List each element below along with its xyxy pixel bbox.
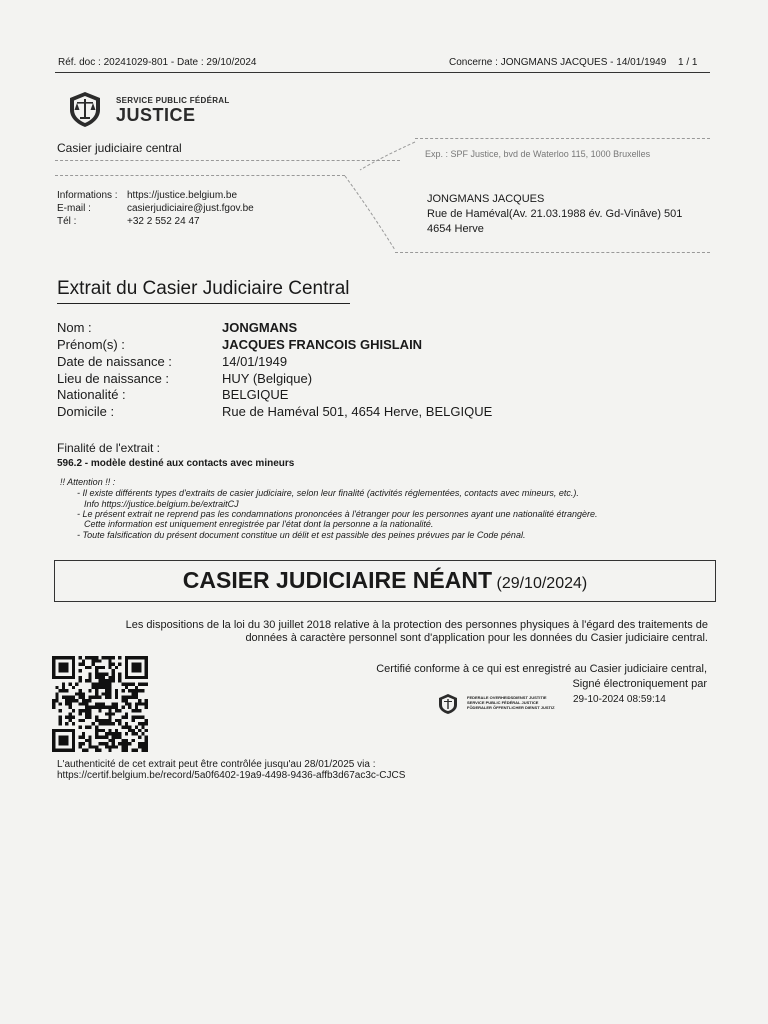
logo-subtitle: SERVICE PUBLIC FÉDÉRAL [116,96,230,105]
identity-label: Prénom(s) : [57,337,125,352]
attention-line: - Le présent extrait ne reprend pas les condamnations prononcées à l'étranger pour les personnes ayant une nationalité étrangère. [77,509,598,519]
authenticity-link[interactable]: https://certif.belgium.be/record/5a0f6402-19a9-4498-9436-affb3d67ac3c-CJCS [57,770,406,781]
certification-line2: Signé électroniquement par [572,678,707,690]
result-date: (29/10/2024) [496,575,588,592]
identity-label: Date de naissance : [57,354,172,369]
dashed-separator [395,252,710,253]
info-link[interactable]: https://justice.belgium.be [127,190,238,201]
seal-text-line: FEDERALE OVERHEIDSDIENST JUSTITIE [467,695,547,700]
identity-label: Domicile : [57,404,115,419]
identity-label: Lieu de naissance : [57,371,170,386]
legal-notice [108,619,708,645]
header-divider [55,72,710,73]
finalite-value: 596.2 - modèle destiné aux contacts avec mineurs [57,458,295,469]
signature-timestamp: 29-10-2024 08:59:14 [573,694,666,705]
sender-address: Exp. : SPF Justice, bvd de Waterloo 115, 1000 Bruxelles [425,149,651,159]
identity-value: JACQUES FRANCOIS GHISLAIN [222,337,423,352]
identity-label: Nationalité : [57,387,126,402]
authenticity-text: L'authenticité de cet extrait peut être contrôlée jusqu'au 28/01/2025 via : [57,759,376,770]
identity-value: JONGMANS [222,320,298,335]
attention-line: Cette information est uniquement enregistrée par l'état dont la personne a la nationalité. [84,519,434,529]
recipient-address-line1: Rue de Haméval(Av. 21.03.1988 év. Gd-Vinâve) 501 [427,208,683,220]
email-label: E-mail : [57,203,91,214]
certification-line1: Certifié conforme à ce qui est enregistré au Casier judiciaire central, [376,663,707,675]
email-link[interactable]: casierjudiciaire@just.fgov.be [127,203,254,214]
identity-value: HUY (Belgique) [222,371,313,386]
recipient-name: JONGMANS JACQUES [427,193,545,205]
office-name: Casier judiciaire central [57,141,182,155]
seal-text [467,695,555,710]
identity-value: 14/01/1949 [222,354,288,369]
dashed-separator [55,175,345,176]
legal-notice-line: données à caractère personnel sont d'application pour les données du Casier judiciaire central. [245,632,708,644]
document-title: Extrait du Casier Judiciaire Central [57,278,350,304]
result-box [54,560,716,602]
attention-line: Info https://justice.belgium.be/extraitCJ [84,499,239,509]
identity-label: Nom : [57,320,92,335]
page-number: 1 / 1 [678,57,698,68]
seal-emblem-icon [437,693,459,715]
recipient-address-line2: 4654 Herve [427,223,484,235]
identity-value: Rue de Haméval 501, 4654 Herve, BELGIQUE [222,404,493,419]
logo-title: JUSTICE [116,105,196,125]
attention-line: - Il existe différents types d'extraits de casier judiciaire, selon leur finalité (activités réglementées, contacts avec mineurs, etc.). [77,488,579,498]
dashed-separator [415,138,710,139]
info-label: Informations : [57,190,118,201]
result-status: CASIER JUDICIAIRE NÉANT [182,567,493,593]
attention-heading: !! Attention !! : [60,477,116,487]
legal-notice-line: Les dispositions de la loi du 30 juillet 2018 relative à la protection des personnes physiques à l'égard des traitements de [125,619,708,631]
window-fold-lines [340,140,420,255]
seal-text-line: SERVICE PUBLIC FÉDÉRAL JUSTICE [467,700,539,705]
concerne: Concerne : JONGMANS JACQUES - 14/01/1949 [449,57,667,68]
phone-value: +32 2 552 24 47 [127,216,200,227]
qr-code[interactable] [52,656,148,752]
reference-date: Réf. doc : 20241029-801 - Date : 29/10/2024 [58,57,257,68]
phone-label: Tél : [57,216,77,227]
identity-value: BELGIQUE [222,387,289,402]
attention-line: - Toute falsification du présent document constitue un délit et est passible des peines prévues par le Code pénal. [77,530,526,540]
finalite-label: Finalité de l'extrait : [57,441,161,455]
justice-emblem-icon [66,90,104,128]
seal-text-line: FÖDERALER ÖFFENTLICHER DIENST JUSTIZ [467,705,555,710]
